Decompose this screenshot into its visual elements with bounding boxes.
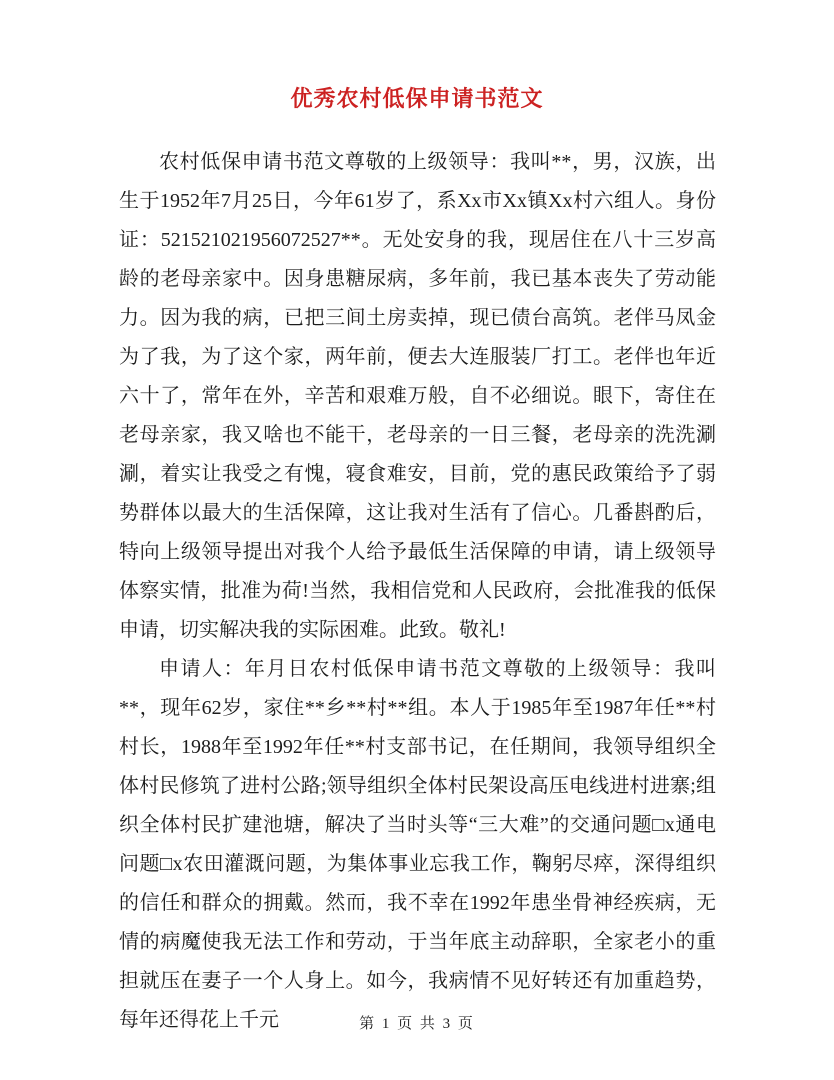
paragraph: 农村低保申请书范文尊敬的上级领导：我叫**，男，汉族，出生于1952年7月25日，今年61岁了，系Xx市Xx镇Xx村六组人。身份证：521521021956072527**。无处安身的我，现居住在八十三岁高龄的老母亲家中。因身患糖尿病，多年前，我已基本丧失了劳动能力。因为我的病，已把三间土房卖掉，现已债台高筑。老伴马凤金为了我，为了这个家，两年前，便去大连服装厂打工。老伴也年近六十了，常年在外，辛苦和艰难万般，自不必细说。眼下，寄住在老母亲家，我又啥也不能干，老母亲的一日三餐，老母亲的洗洗涮涮，着实让我受之有愧，寝食难安，目前，党的惠民政策给予了弱势群体以最大的生活保障，这让我对生活有了信心。几番斟酌后，特向上级领导提出对我个人给予最低生活保障的申请，请上级领导体察实情，批准为荷!当然，我相信党和人民政府，会批准我的低保申请，切实解决我的实际困难。此致。敬礼!	[119, 151, 716, 641]
document-title: 优秀农村低保申请书范文	[290, 86, 544, 111]
page-number-footer: 第 1 页 共 3 页	[359, 1016, 475, 1032]
paragraph: 申请人：年月日农村低保申请书范文尊敬的上级领导：我叫**，现年62岁，家住**乡**村**组。本人于1985年至1987年任**村村长，1988年至1992年任**村支部书记，在任期间，我领导组织全体村民修筑了进村公路;领导组织全体村民架设高压电线进村进寨;组织全体村民扩建池塘，解决了当时头等“三大难”的交通问题□x通电问题□x农田灌溉问题，为集体事业忘我工作，鞠躬尽瘁，深得组织的信任和群众的拥戴。然而，我不幸在1992年患坐骨神经疾病，无情的病魔使我无法工作和劳动，于当年底主动辞职，全家老小的重担就压在妻子一个人身上。如今，我病情不见好转还有加重趋势，每年还得花上千元	[119, 658, 716, 1031]
document-body	[119, 143, 716, 1040]
